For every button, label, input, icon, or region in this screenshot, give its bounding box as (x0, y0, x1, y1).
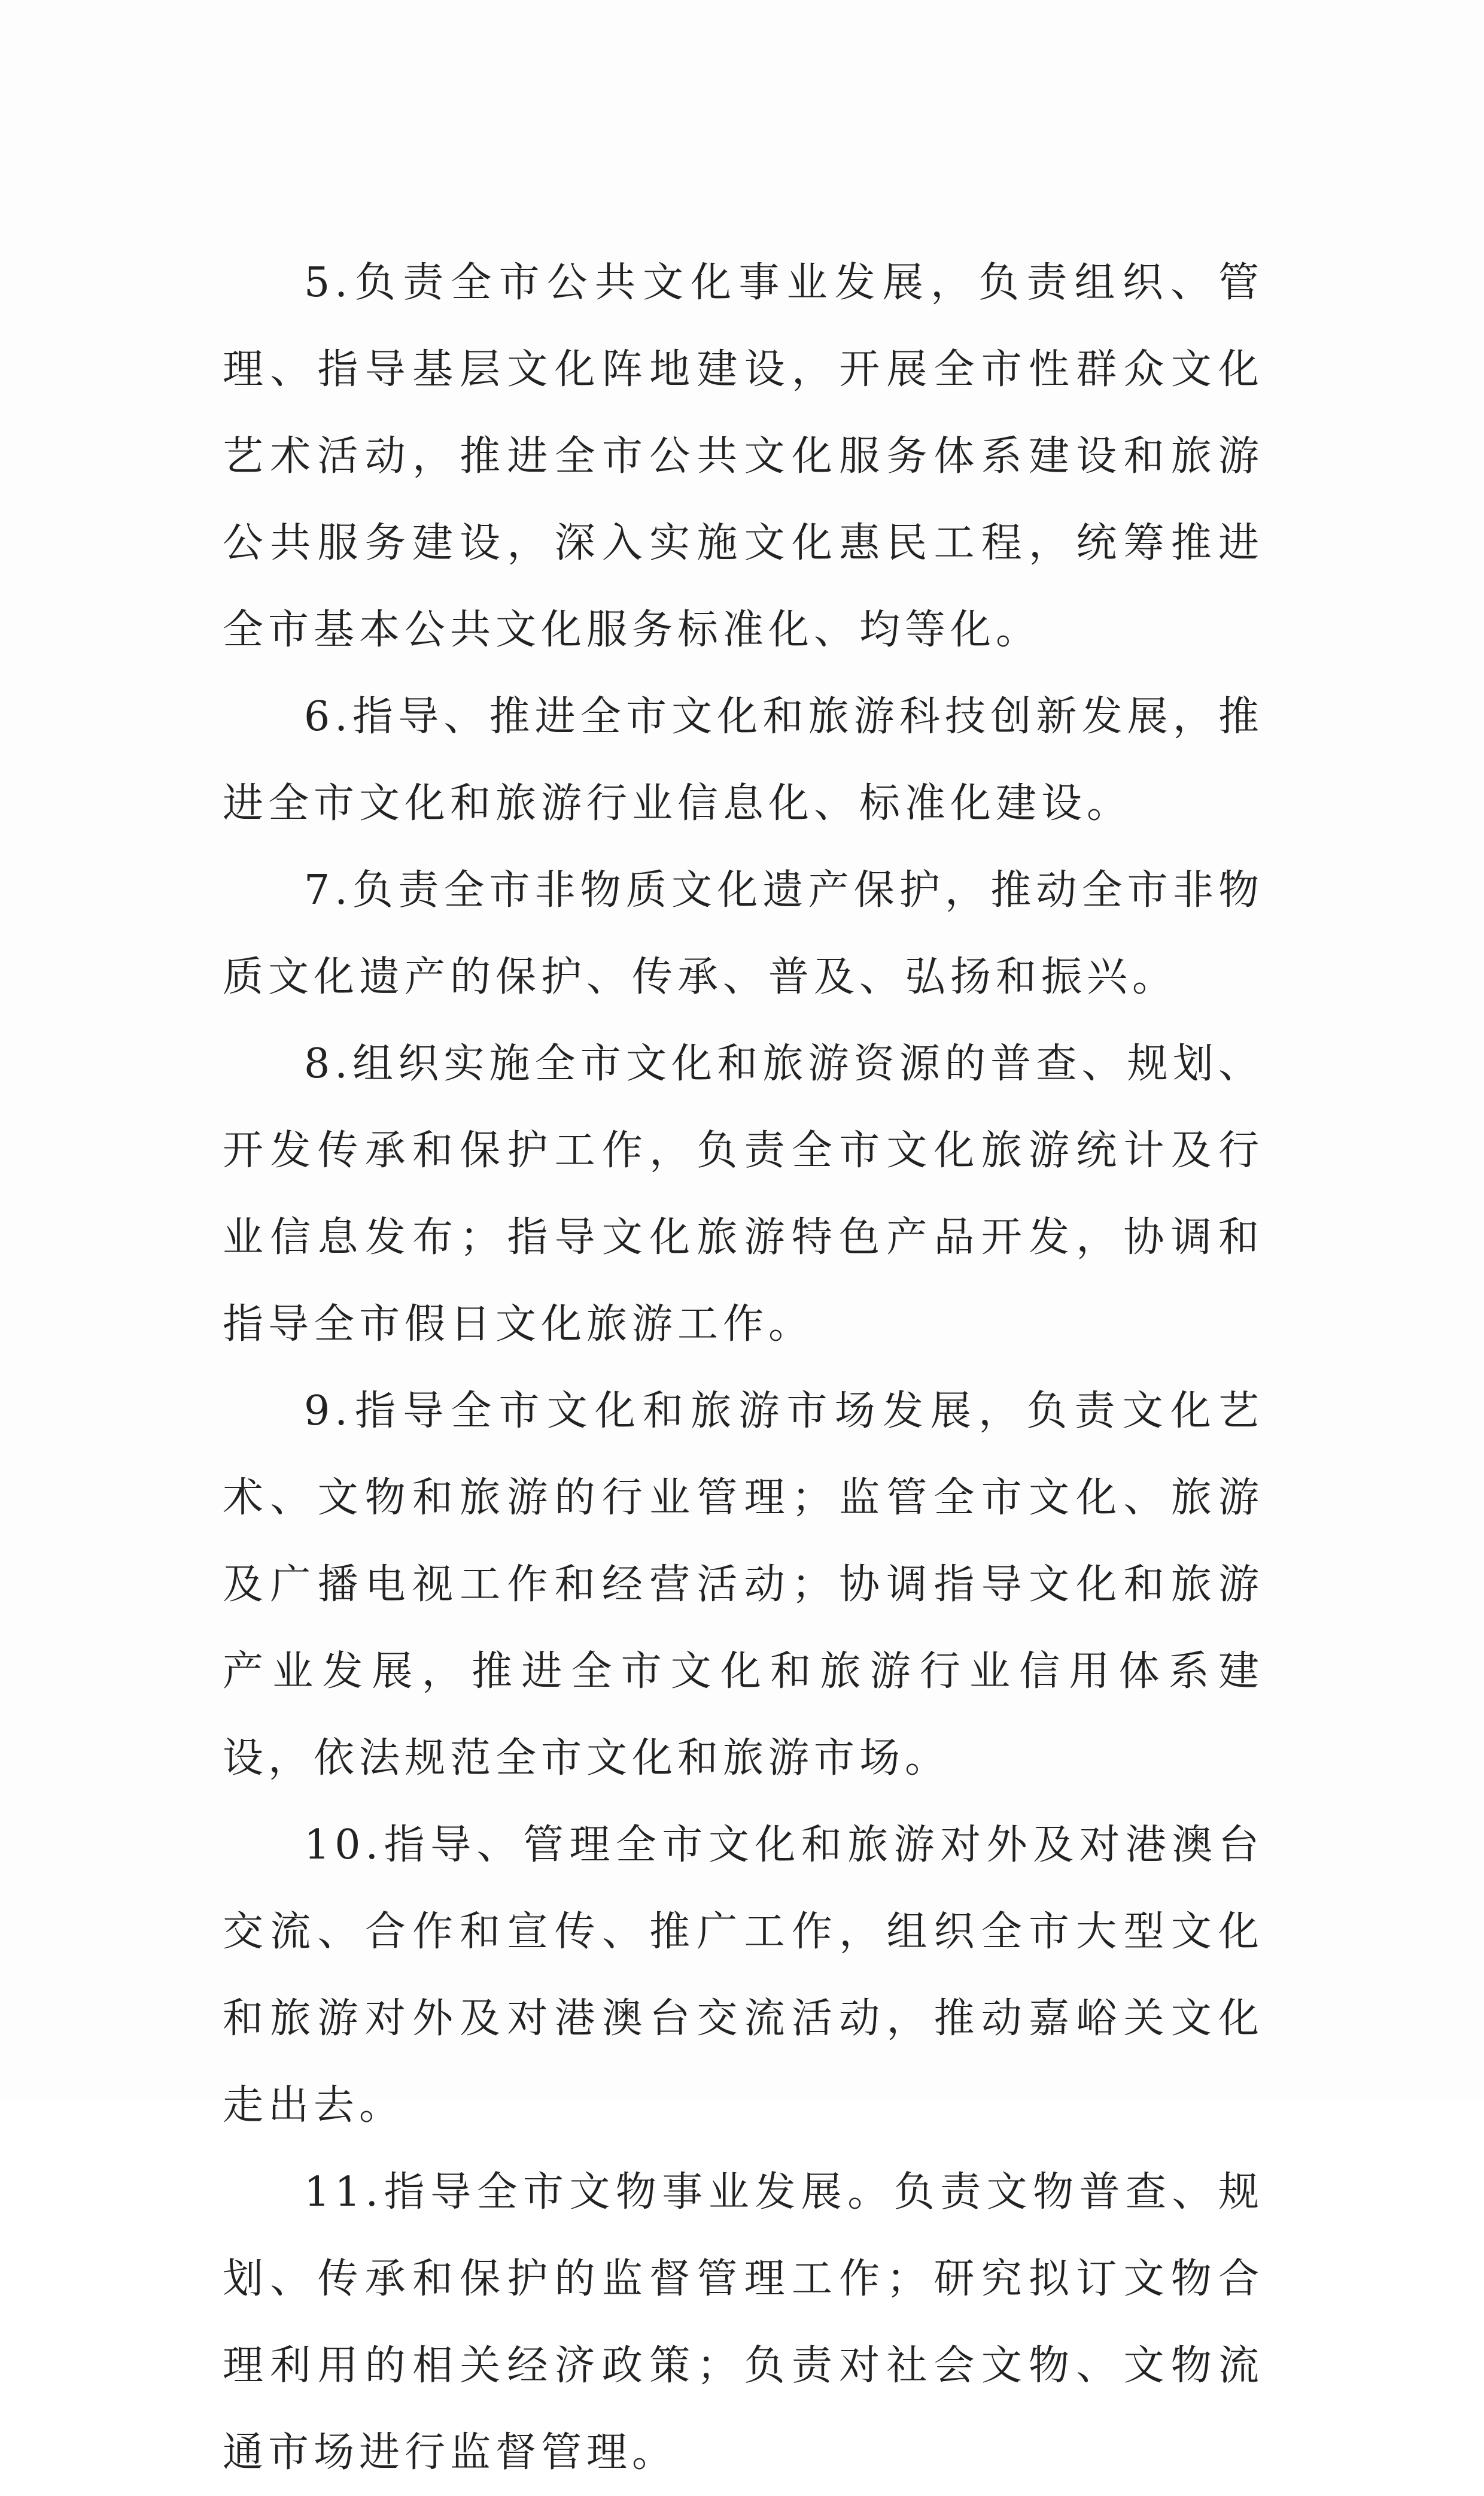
paragraph-item-6: 6.指导、推进全市文化和旅游科技创新发展，推进全市文化和旅游行业信息化、标准化建设。 (223, 693, 1264, 827)
paragraph-item-11: 11.指导全市文物事业发展。负责文物普查、规划、传承和保护的监督管理工作；研究拟订文物合理利用的相关经济政策；负责对社会文物、文物流通市场进行监督管理。 (223, 2169, 1264, 2476)
paragraph-item-5: 5.负责全市公共文化事业发展，负责组织、管理、指导基层文化阵地建设，开展全市性群众文化艺术活动，推进全市公共文化服务体系建设和旅游公共服务建设，深入实施文化惠民工程，统筹推进全市基本公共文化服务标准化、均等化。 (223, 259, 1264, 654)
paragraph-item-9: 9.指导全市文化和旅游市场发展，负责文化艺术、文物和旅游的行业管理；监管全市文化、旅游及广播电视工作和经营活动；协调指导文化和旅游产业发展，推进全市文化和旅游行业信用体系建设，依法规范全市文化和旅游市场。 (223, 1387, 1264, 1782)
paragraph-item-10: 10.指导、管理全市文化和旅游对外及对港澳台交流、合作和宣传、推广工作，组织全市大型文化和旅游对外及对港澳台交流活动，推动嘉峪关文化走出去。 (223, 1821, 1264, 2129)
document-body (223, 239, 1264, 2496)
paragraph-item-7: 7.负责全市非物质文化遗产保护，推动全市非物质文化遗产的保护、传承、普及、弘扬和振兴。 (223, 867, 1264, 1001)
paragraph-item-8: 8.组织实施全市文化和旅游资源的普查、规划、开发传承和保护工作，负责全市文化旅游统计及行业信息发布；指导文化旅游特色产品开发，协调和指导全市假日文化旅游工作。 (223, 1040, 1264, 1348)
